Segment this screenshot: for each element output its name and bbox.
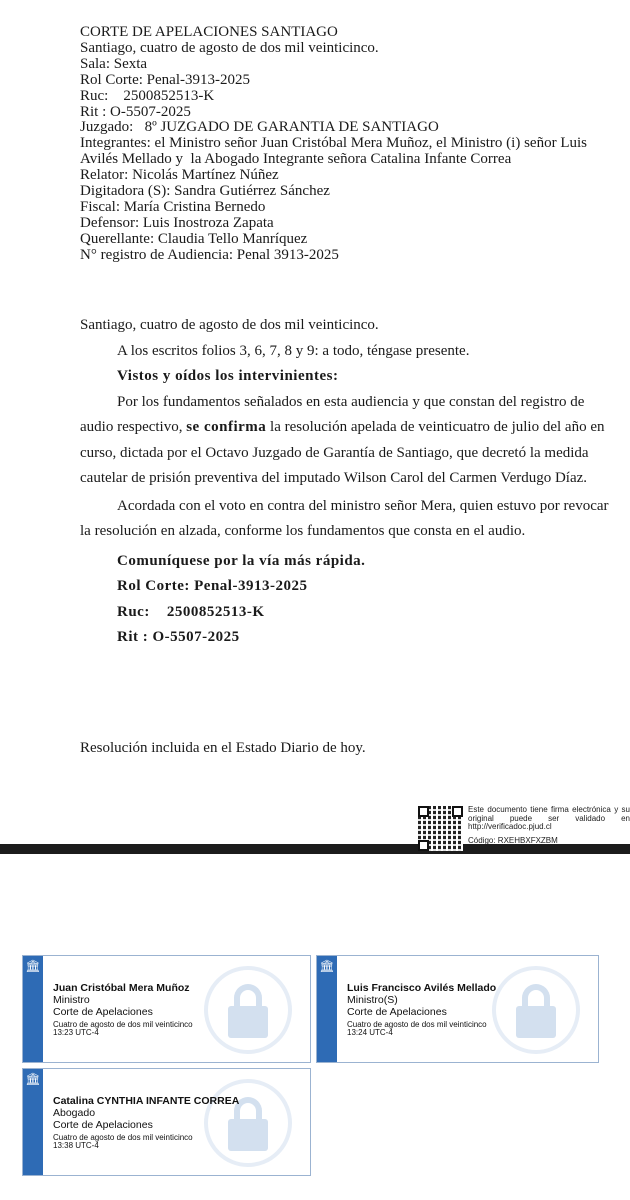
ruc: Ruc: 2500852513-K [80,87,215,104]
fiscal: Fiscal: María Cristina Bernedo [80,198,266,215]
text: la resolución apelada de veinticuatro de julio del año en curso, dictada por el Octavo Juzgado de Garantía de Santiago, que decretó la medida cautelar de prisión preventiva del imputado Wilson Carol del Carmen Verdugo Díaz. [80,419,605,486]
signer-name: Catalina CYNTHIA INFANTE CORREA [53,1095,240,1107]
verification-text: Este documento tiene firma electrónica y su original puede ser validado en http://verificadoc.pjud.cl [468,805,630,831]
qr-code [418,806,463,851]
confirma-text: se confirma [186,419,267,435]
case-header [80,25,620,264]
signer-court: Corte de Apelaciones [53,1006,153,1018]
paragraph-escritos: A los escritos folios 3, 6, 7, 8 y 9: a todo, téngase presente. [117,342,470,359]
sign-time: 13:24 UTC-4 [347,1028,393,1037]
registro-audiencia: N° registro de Audiencia: Penal 3913-2025 [80,246,339,263]
verification-block [418,806,630,851]
lock-icon [204,966,292,1054]
defensor: Defensor: Luis Inostroza Zapata [80,214,274,231]
header-date: Santiago, cuatro de agosto de dos mil veinticinco. [80,39,379,56]
signature-card [22,1068,311,1176]
resolution-body [80,313,620,651]
paragraph-fundamentos [80,390,620,492]
integrantes: Integrantes: el Ministro señor Juan Cristóbal Mera Muñoz, el Ministro (i) señor Luis Avilés Mellado y la Abogado Integrante señora Catalina Infante Correa [80,135,590,168]
vistos-heading: Vistos y oídos los intervinientes: [117,368,339,384]
relator: Relator: Nicolás Martínez Núñez [80,167,279,184]
sign-time: 13:38 UTC-4 [53,1141,99,1150]
signer-name: Juan Cristóbal Mera Muñoz [53,982,190,994]
ruc-footer: Ruc: 2500852513-K [117,603,265,620]
signer-role: Ministro(S) [347,994,398,1006]
courthouse-icon: 🏛 [319,959,335,973]
signer-court: Corte de Apelaciones [347,1006,447,1018]
juzgado: Juzgado: 8º JUZGADO DE GARANTIA DE SANTIAGO [80,119,439,136]
querellante: Querellante: Claudia Tello Manríquez [80,230,308,247]
signer-role: Ministro [53,994,90,1006]
verification-code: Código: RXEHBXFXZBM [468,835,558,845]
rit-footer: Rit : O-5507-2025 [117,629,240,645]
estado-diario-note: Resolución incluida en el Estado Diario de hoy. [80,740,366,756]
court-name: CORTE DE APELACIONES SANTIAGO [80,24,338,40]
sign-time: 13:23 UTC-4 [53,1028,99,1037]
body-date: Santiago, cuatro de agosto de dos mil veinticinco. [80,317,379,333]
sala: Sala: Sexta [80,55,148,72]
rol-corte-footer: Rol Corte: Penal-3913-2025 [117,578,308,594]
digitadora: Digitadora (S): Sandra Gutiérrez Sánchez [80,183,330,200]
signature-card [22,955,311,1063]
paragraph-voto: Acordada con el voto en contra del ministro señor Mera, quien estuvo por revocar la resolución en alzada, conforme los fundamentos que consta en el audio. [80,497,609,539]
lock-icon [492,966,580,1054]
signature-card [316,955,599,1063]
text: Por los fundamentos señalados en esta audiencia y que constan del registro de audio respectivo, [80,393,585,435]
sign-date: Cuatro de agosto de dos mil veinticinco [347,1020,487,1029]
signer-court: Corte de Apelaciones [53,1119,153,1131]
signer-name: Luis Francisco Avilés Mellado [347,982,497,994]
signer-role: Abogado [53,1107,96,1119]
sign-date: Cuatro de agosto de dos mil veinticinco [53,1133,193,1142]
rit: Rit : O-5507-2025 [80,103,191,120]
courthouse-icon: 🏛 [25,959,41,973]
sign-date: Cuatro de agosto de dos mil veinticinco [53,1020,193,1029]
rol-corte: Rol Corte: Penal-3913-2025 [80,71,250,88]
comuniquese: Comuníquese por la vía más rápida. [117,552,366,569]
courthouse-icon: 🏛 [25,1072,41,1086]
